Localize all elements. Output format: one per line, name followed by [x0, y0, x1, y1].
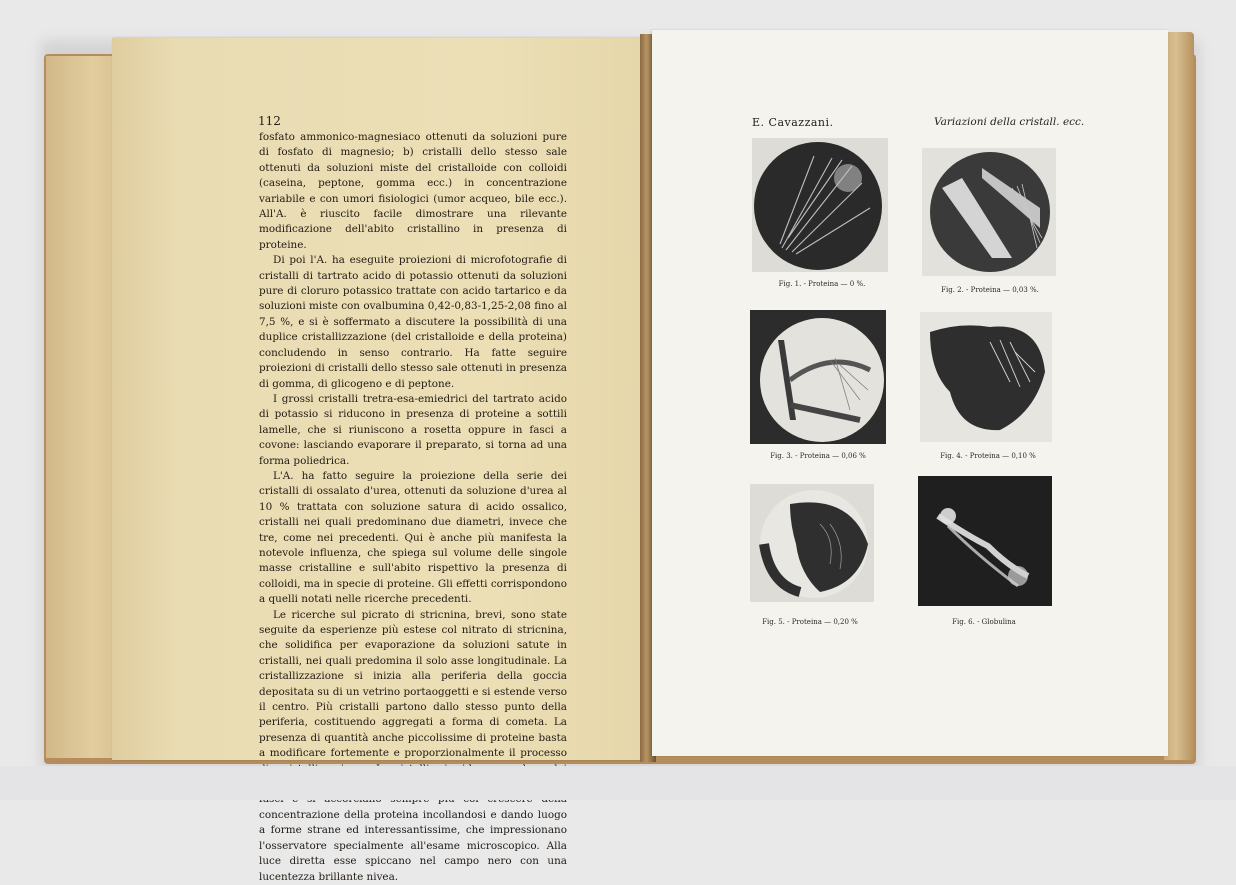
left-page — [112, 38, 648, 883]
figure-4-photo — [920, 312, 1052, 442]
table-surface — [0, 766, 1236, 800]
figure-6-photo — [918, 476, 1052, 606]
running-head-author: E. Cavazzani. — [752, 116, 834, 129]
figure-3-caption: Fig. 3. - Proteina — 0,06 % — [770, 452, 866, 460]
paragraph: fosfato ammonico-magnesiaco ottenuti da soluzioni pure di fosfato di magnesio; b) cristalli dello stesso sale ottenuti da soluzioni miste del cristalloide con colloidi (caseina, peptone, gomma ecc.) in concentrazione variabile e con umori fisiologici (umor acqueo, bile ecc.). All'A. è riuscito facile dimostrare una rilevante modificazione dell'abito cristallino in presenza di proteine. — [259, 131, 567, 251]
figure-5-caption: Fig. 5. - Proteina — 0,20 % — [762, 618, 858, 626]
figure-6-caption: Fig. 6. - Globulina — [952, 618, 1016, 626]
right-page-stack — [1164, 32, 1194, 760]
right-page — [652, 30, 1168, 756]
paragraph: Le ricerche sul picrato di stricnina, brevi, sono state seguite da esperienze più estese col nitrato di stricnina, che solidifica per evaporazione da soluzioni satute in cristalli, nei quali predomina il solo asse longitudinale. La cristallizzazione si inizia alla periferia della goccia depositata su di un vetrino portaoggetti e si estende verso il centro. Più cristalli partono dallo stesso punto della periferia, costituendo aggregati a forma di cometa. La presenza di quantità anche piccolissime di proteine basta a modificare fortemente e proporzionalmente il processo concentrazione della proteina incollandosi e dando luogo a forme strane ed interessantissime, che impressionano l'osservatore specialmente all'esame microscopico. Alla luce diretta esse spiccano nel campo nero con una lucentezza brillante nivea. — [259, 608, 567, 883]
paragraph: Di poi l'A. ha eseguite proiezioni di microfotografie di cristalli di tartrato acido di potassio ottenuti da soluzioni pure di cloruro potassico trattate con acido tartarico e da soluzioni miste con ovalbumina 0,42-0,83-1,25-2,08 fino al 7,5 %, e si è soffermato a discutere la possibilità di una duplice cristallizzazione (del cristalloide e della proteina) concludendo in senso contrario. Ha fatte seguire proiezioni di cristalli dello stesso sale ottenuti in presenza di gomma, di glicogeno e di peptone. — [259, 254, 567, 390]
figure-3-photo — [750, 310, 886, 444]
figure-2-caption: Fig. 2. - Proteina — 0,03 %. — [941, 286, 1039, 294]
page-number: 112 — [258, 114, 281, 128]
paragraph: I grossi cristalli tretra-esa-emiedrici del tartrato acido di potassio si riducono in presenza di proteine a sottili lamelle, che si riuniscono a rosetta oppure in fasci a covone: lasciando evaporare il preparato, si torna ad una forma poliedrica. — [259, 392, 567, 467]
figure-1-photo — [752, 138, 888, 272]
figure-5-photo — [750, 484, 874, 602]
figure-1-caption: Fig. 1. - Proteina — 0 %. — [778, 280, 866, 288]
figure-2-photo — [922, 148, 1056, 276]
paragraph: L'A. ha fatto seguire la proiezione della serie dei cristalli di ossalato d'urea, ottenuti da soluzione d'urea al 10 % trattata con soluzione satura di acido ossalico, cristalli nei quali predominano due diametri, invece che tre, come nei precedenti. Qui è anche più manifesta la notevole influenza, che spiega sul volume delle singole masse cristalline e sull'abito rispettivo la presenza di colloidi, ma in specie di proteine. Gli effetti corrispondono a quelli notati nelle ricerche precedenti. — [259, 469, 567, 606]
figure-4-caption: Fig. 4. - Proteina — 0,10 % — [940, 452, 1036, 460]
running-head-title: Variazioni della cristall. ecc. — [934, 116, 1085, 128]
